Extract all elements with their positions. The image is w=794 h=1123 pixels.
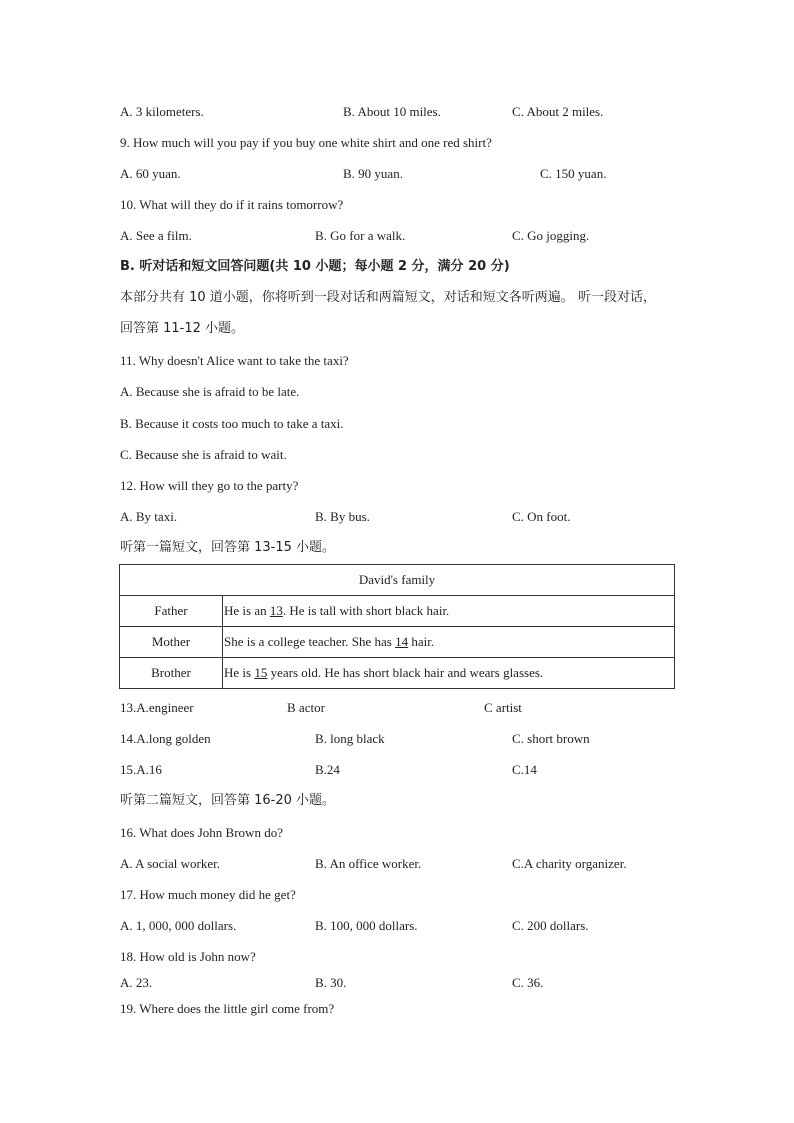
section-b-heading: B. 听对话和短文回答问题(共 10 小题；每小题 2 分，满分 20 分) [120, 259, 510, 274]
desc-text: She is a college teacher. She has [224, 634, 396, 649]
table-cell-who: Father [120, 596, 223, 627]
q14-option-c: C. short brown [512, 731, 590, 746]
q16-options [120, 856, 680, 872]
q9-options [120, 166, 680, 182]
q18-question: 18. How old is John now? [120, 949, 256, 964]
desc-text: He is an [224, 603, 270, 618]
table-title-row [120, 565, 675, 596]
q17-option-b: B. 100, 000 dollars. [315, 918, 418, 933]
table-cell-desc [223, 627, 675, 658]
q13-options [120, 700, 680, 716]
q11-option-a: A. Because she is afraid to be late. [120, 384, 300, 399]
q9-option-c: C. 150 yuan. [540, 166, 607, 181]
desc-text: He is [224, 665, 255, 680]
q10-option-c: C. Go jogging. [512, 228, 590, 243]
q18-option-c: C. 36. [512, 975, 544, 990]
section-b-intro-line1: 本部分共有 10 道小题，你将听到一段对话和两篇短文，对话和短文各听两遍。 听一段对话， [120, 290, 656, 305]
q8-option-a: A. 3 kilometers. [120, 104, 204, 119]
q16-option-b: B. An office worker. [315, 856, 422, 871]
q11-option-b: B. Because it costs too much to take a taxi. [120, 416, 344, 431]
desc-text: . He is tall with short black hair. [282, 603, 450, 618]
q14-options [120, 731, 680, 747]
q10-option-a: A. See a film. [120, 228, 192, 243]
q17-option-c: C. 200 dollars. [512, 918, 589, 933]
q11-question: 11. Why doesn't Alice want to take the taxi? [120, 353, 349, 368]
q9-option-b: B. 90 yuan. [343, 166, 403, 181]
q15-options [120, 762, 680, 778]
q12-option-a: A. By taxi. [120, 509, 178, 524]
q16-option-a: A. A social worker. [120, 856, 221, 871]
q14-option-a: 14.A.long golden [120, 731, 211, 746]
q12-option-b: B. By bus. [315, 509, 370, 524]
q18-option-b: B. 30. [315, 975, 347, 990]
q9-option-a: A. 60 yuan. [120, 166, 181, 181]
section-b-intro-line2: 回答第 11-12 小题。 [120, 321, 245, 336]
q17-option-a: A. 1, 000, 000 dollars. [120, 918, 237, 933]
q15-option-a: 15.A.16 [120, 762, 162, 777]
q10-question: 10. What will they do if it rains tomorrow? [120, 197, 344, 212]
blank-13: 13 [269, 603, 283, 618]
passage1-intro: 听第一篇短文，回答第 13-15 小题。 [120, 540, 336, 555]
table-row [120, 596, 675, 627]
q8-option-c: C. About 2 miles. [512, 104, 604, 119]
blank-14: 14 [395, 634, 409, 649]
q15-option-b: B.24 [315, 762, 340, 777]
q12-question: 12. How will they go to the party? [120, 478, 299, 493]
q18-option-a: A. 23. [120, 975, 153, 990]
table-title: David's family [120, 565, 675, 596]
table-row [120, 627, 675, 658]
q10-options [120, 228, 680, 244]
q14-option-b: B. long black [315, 731, 385, 746]
table-cell-desc [223, 658, 675, 689]
q16-question: 16. What does John Brown do? [120, 825, 283, 840]
q12-options [120, 509, 680, 525]
q12-option-c: C. On foot. [512, 509, 571, 524]
q13-option-a: 13.A.engineer [120, 700, 194, 715]
q15-option-c: C.14 [512, 762, 537, 777]
q17-question: 17. How much money did he get? [120, 887, 296, 902]
table-row [120, 658, 675, 689]
table-cell-who: Brother [120, 658, 223, 689]
table-cell-who: Mother [120, 627, 223, 658]
q18-options [120, 975, 680, 991]
q11-option-c: C. Because she is afraid to wait. [120, 447, 287, 462]
desc-text: years old. He has short black hair and wears glasses. [267, 665, 544, 680]
desc-text: hair. [408, 634, 435, 649]
q16-option-c: C.A charity organizer. [512, 856, 627, 871]
q9-question: 9. How much will you pay if you buy one white shirt and one red shirt? [120, 135, 492, 150]
passage2-intro: 听第二篇短文，回答第 16-20 小题。 [120, 793, 336, 808]
blank-15: 15 [254, 665, 268, 680]
q10-option-b: B. Go for a walk. [315, 228, 406, 243]
q17-options [120, 918, 680, 934]
table-cell-desc [223, 596, 675, 627]
q13-option-b: B actor [287, 700, 325, 715]
q8-options [120, 104, 680, 120]
q13-option-c: C artist [484, 700, 522, 715]
q19-question: 19. Where does the little girl come from? [120, 1001, 335, 1016]
q8-option-b: B. About 10 miles. [343, 104, 441, 119]
family-table [119, 564, 675, 689]
